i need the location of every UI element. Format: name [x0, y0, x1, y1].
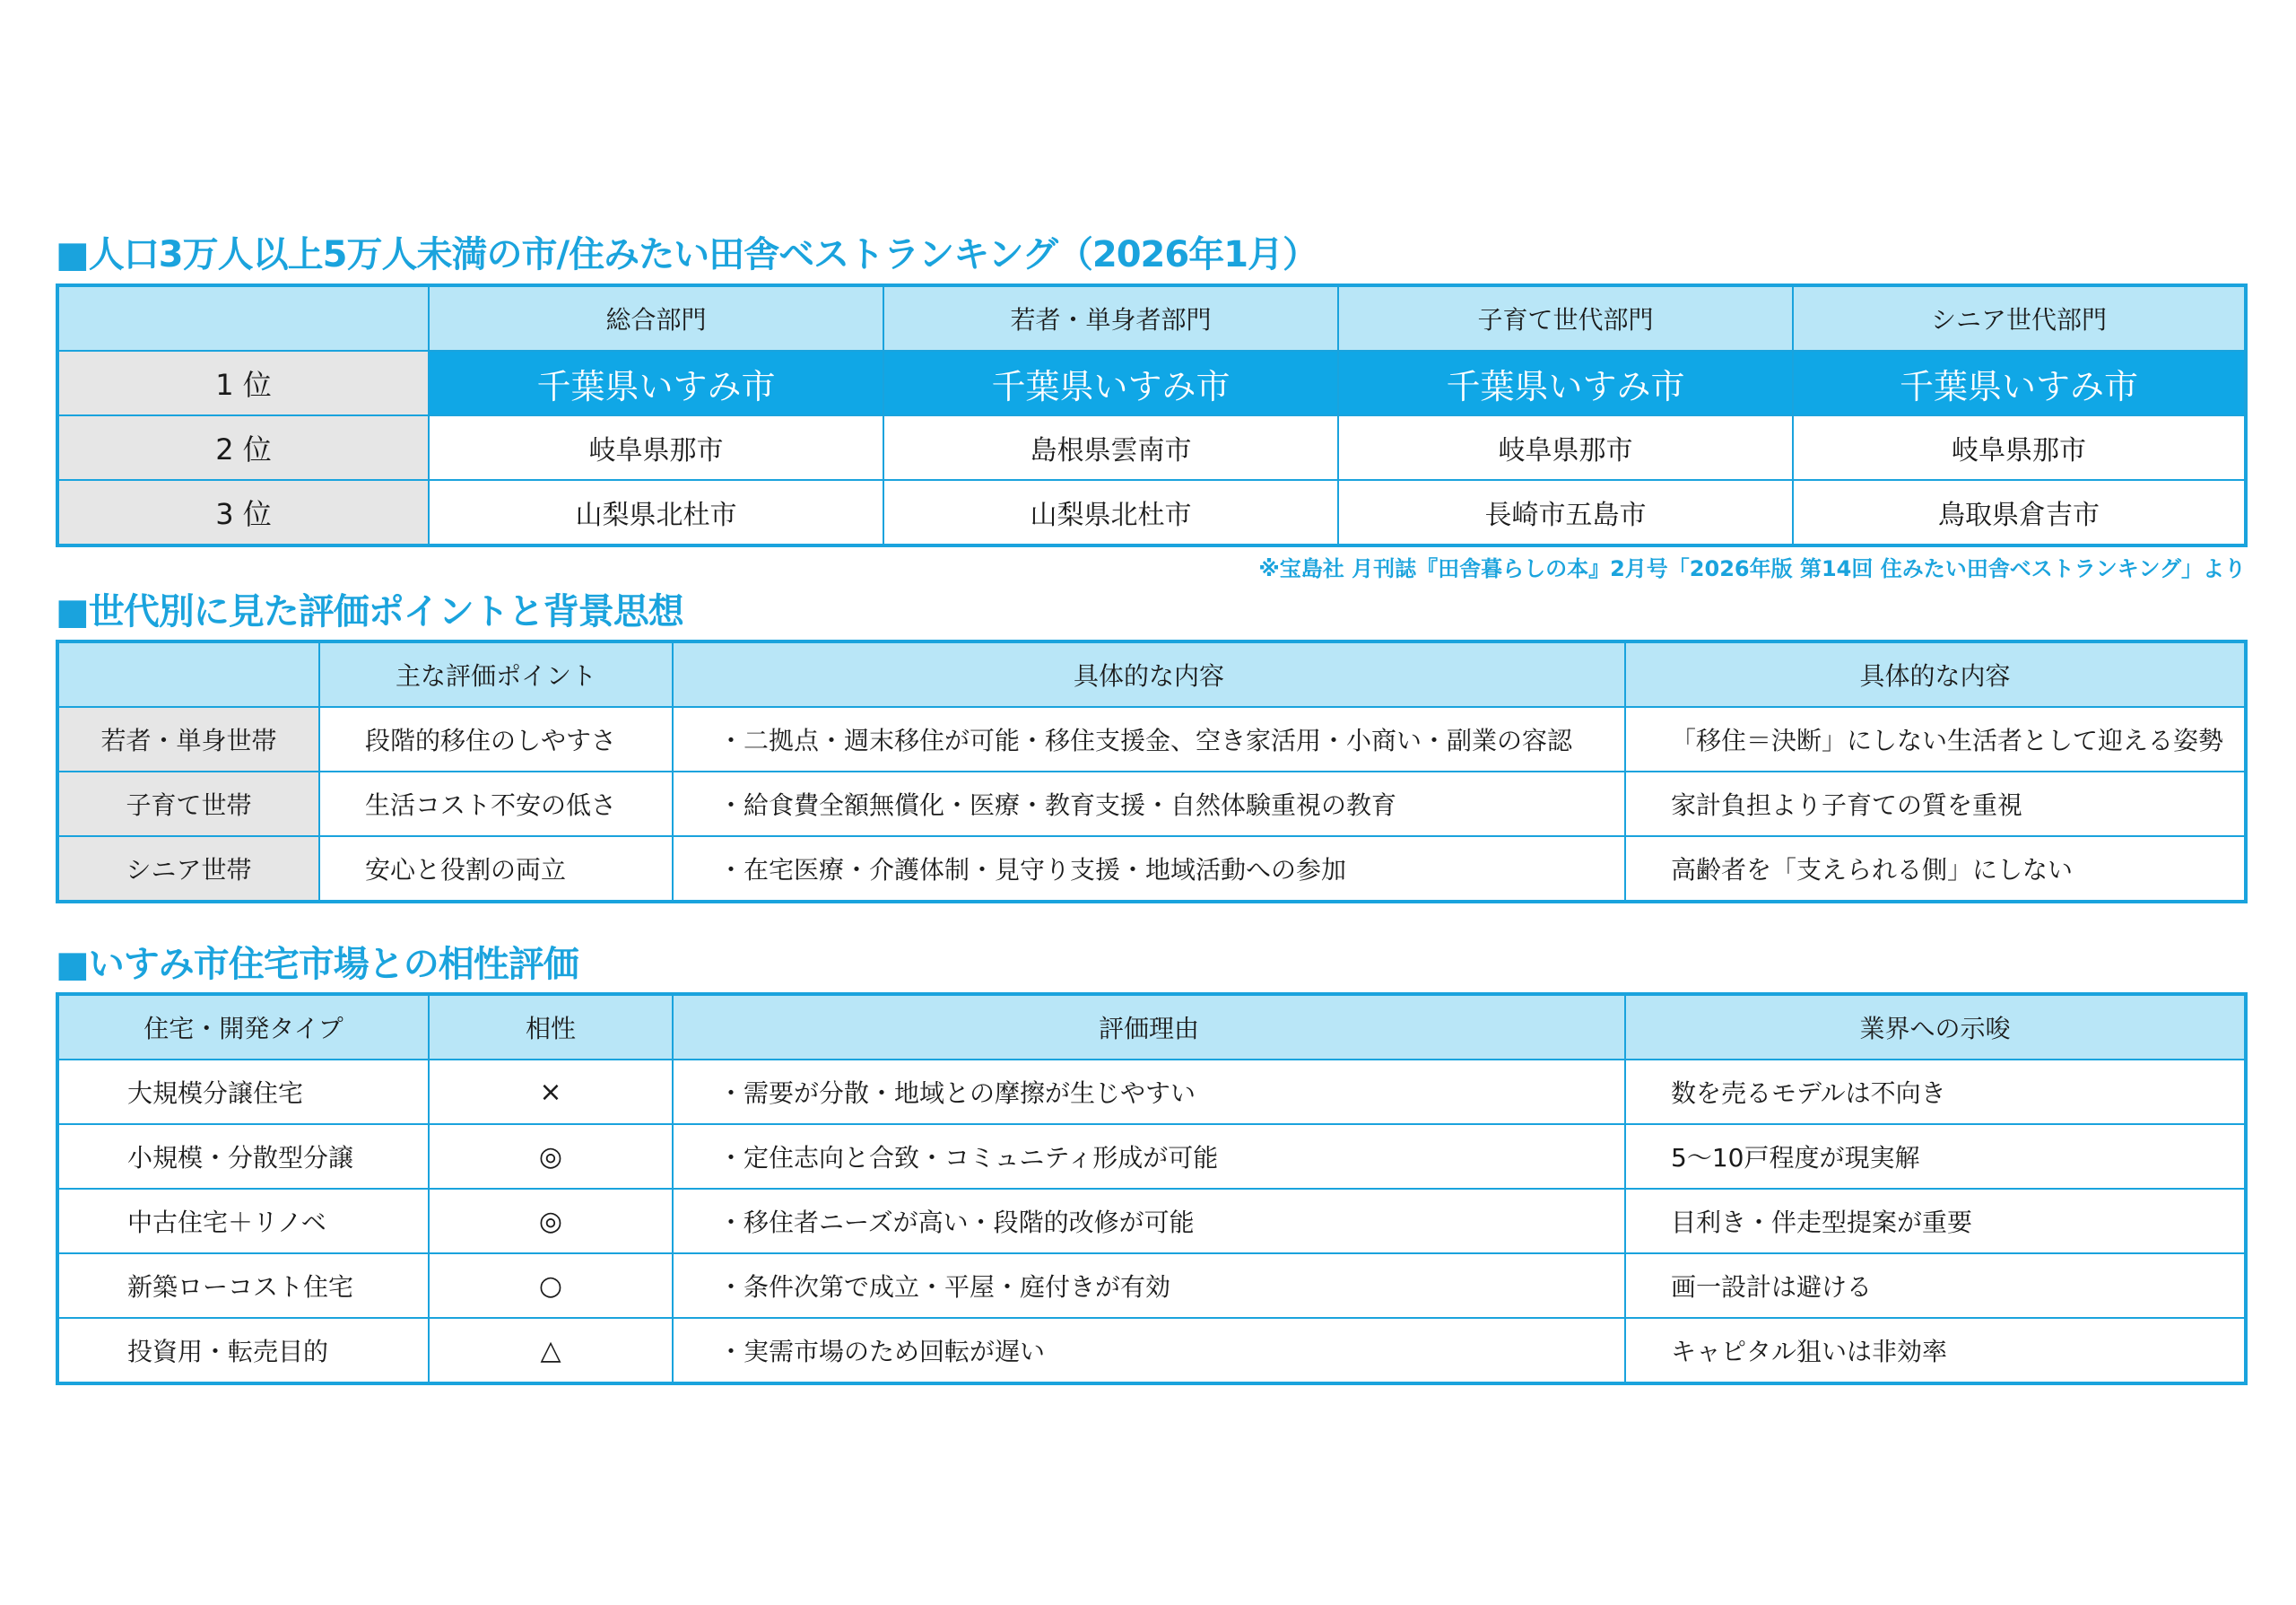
city-cell: 岐阜県那市 [429, 415, 883, 480]
implication-cell: 画一設計は避ける [1625, 1253, 2246, 1318]
city-cell: 岐阜県那市 [1338, 415, 1793, 480]
ranking-header-row [57, 285, 2246, 351]
generation-cell: 子育て世帯 [57, 772, 319, 836]
city-cell: 長崎市五島市 [1338, 480, 1793, 545]
city-cell: 千葉県いすみ市 [883, 351, 1338, 415]
generation-cell: 若者・単身世帯 [57, 707, 319, 772]
rank-cell: 3 位 [57, 480, 429, 545]
table-row [57, 772, 2246, 836]
header-cell: 相性 [429, 994, 673, 1060]
city-cell: 千葉県いすみ市 [429, 351, 883, 415]
reason-cell: ・実需市場のため回転が遅い [673, 1318, 1625, 1383]
table-row [57, 1253, 2246, 1318]
detail-cell: ・二拠点・週末移住が可能・移住支援金、空き家活用・小商い・副業の容認 [673, 707, 1625, 772]
header-cell: 具体的な内容 [1625, 641, 2246, 707]
reason-cell: ・条件次第で成立・平屋・庭付きが有効 [673, 1253, 1625, 1318]
source-note: ※宝島社 月刊誌『田舎暮らしの本』2月号「2026年版 第14回 住みたい田舎ベストランキング」より [1258, 556, 2246, 581]
city-cell: 鳥取県倉吉市 [1793, 480, 2246, 545]
table-row [57, 351, 2246, 415]
type-cell: 中古住宅＋リノベ [57, 1189, 429, 1253]
point-cell: 生活コスト不安の低さ [319, 772, 673, 836]
generations-header-row [57, 641, 2246, 707]
table-row [57, 415, 2246, 480]
type-cell: 小規模・分散型分譲 [57, 1124, 429, 1189]
implication-cell: キャピタル狙いは非効率 [1625, 1318, 2246, 1383]
type-cell: 新築ローコスト住宅 [57, 1253, 429, 1318]
fit-cell: × [429, 1060, 673, 1124]
type-cell: 大規模分譲住宅 [57, 1060, 429, 1124]
header-cell: 具体的な内容 [673, 641, 1625, 707]
city-cell: 山梨県北杜市 [429, 480, 883, 545]
table-row [57, 480, 2246, 545]
point-cell: 段階的移住のしやすさ [319, 707, 673, 772]
implication-cell: 5〜10戸程度が現実解 [1625, 1124, 2246, 1189]
header-cell [57, 641, 319, 707]
fit-cell: ◎ [429, 1124, 673, 1189]
header-cell: 評価理由 [673, 994, 1625, 1060]
header-cell: 主な評価ポイント [319, 641, 673, 707]
background-cell: 高齢者を「支えられる側」にしない [1625, 836, 2246, 902]
city-cell: 山梨県北杜市 [883, 480, 1338, 545]
detail-cell: ・給食費全額無償化・医療・教育支援・自然体験重視の教育 [673, 772, 1625, 836]
compatibility-title: ■いすみ市住宅市場との相性評価 [56, 944, 578, 985]
implication-cell: 数を売るモデルは不向き [1625, 1060, 2246, 1124]
header-cell: 若者・単身者部門 [883, 285, 1338, 351]
ranking-title: ■人口3万人以上5万人未満の市/住みたい田舎ベストランキング（2026年1月） [56, 234, 1318, 275]
implication-cell: 目利き・伴走型提案が重要 [1625, 1189, 2246, 1253]
table-row [57, 707, 2246, 772]
detail-cell: ・在宅医療・介護体制・見守り支援・地域活動への参加 [673, 836, 1625, 902]
generation-cell: シニア世帯 [57, 836, 319, 902]
header-cell: 業界への示唆 [1625, 994, 2246, 1060]
compatibility-header-row [57, 994, 2246, 1060]
reason-cell: ・需要が分散・地域との摩擦が生じやすい [673, 1060, 1625, 1124]
type-cell: 投資用・転売目的 [57, 1318, 429, 1383]
header-cell: 総合部門 [429, 285, 883, 351]
background-cell: 家計負担より子育ての質を重視 [1625, 772, 2246, 836]
table-row [57, 1060, 2246, 1124]
rank-cell: 2 位 [57, 415, 429, 480]
header-cell: 子育て世代部門 [1338, 285, 1793, 351]
table-row [57, 1124, 2246, 1189]
city-cell: 千葉県いすみ市 [1338, 351, 1793, 415]
table-row [57, 1318, 2246, 1383]
rank-cell: 1 位 [57, 351, 429, 415]
table-row [57, 1189, 2246, 1253]
generations-table [56, 640, 2248, 903]
table-row [57, 836, 2246, 902]
generations-title: ■世代別に見た評価ポイントと背景思想 [56, 591, 683, 632]
ranking-table [56, 283, 2248, 547]
background-cell: 「移住＝決断」にしない生活者として迎える姿勢 [1625, 707, 2246, 772]
city-cell: 千葉県いすみ市 [1793, 351, 2246, 415]
fit-cell: △ [429, 1318, 673, 1383]
reason-cell: ・移住者ニーズが高い・段階的改修が可能 [673, 1189, 1625, 1253]
compatibility-table [56, 992, 2248, 1385]
point-cell: 安心と役割の両立 [319, 836, 673, 902]
header-cell [57, 285, 429, 351]
city-cell: 島根県雲南市 [883, 415, 1338, 480]
fit-cell: ○ [429, 1253, 673, 1318]
header-cell: シニア世代部門 [1793, 285, 2246, 351]
header-cell: 住宅・開発タイプ [57, 994, 429, 1060]
reason-cell: ・定住志向と合致・コミュニティ形成が可能 [673, 1124, 1625, 1189]
fit-cell: ◎ [429, 1189, 673, 1253]
city-cell: 岐阜県那市 [1793, 415, 2246, 480]
